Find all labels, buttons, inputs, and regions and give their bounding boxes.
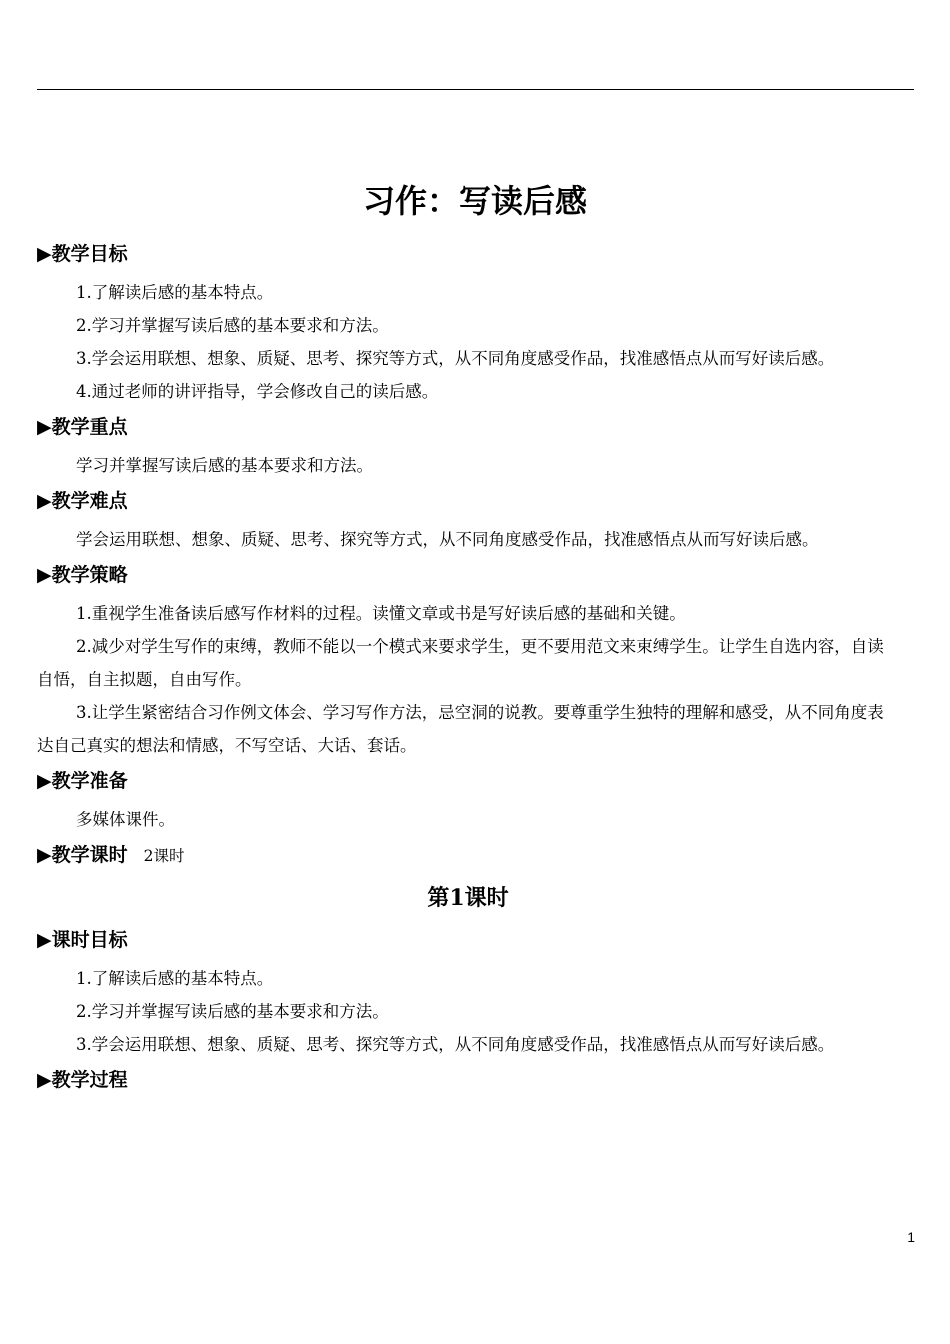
document-body: [37, 239, 899, 1102]
section-heading-strategies: ▶教学策略: [37, 564, 128, 586]
difficulties-block: [37, 523, 899, 556]
difficulties-text: 学会运用联想、想象、质疑、思考、探究等方式，从不同角度感受作品，找准感悟点从而写好读后感。: [76, 530, 819, 549]
preparation-block: [37, 803, 899, 836]
list-item: 3.学会运用联想、想象、质疑、思考、探究等方式，从不同角度感受作品，找准感悟点从而写好读后感。: [76, 1035, 835, 1054]
page-number: 1: [907, 1229, 915, 1245]
section-heading-preparation: ▶教学准备: [37, 770, 128, 792]
list-item: 4.通过老师的讲评指导，学会修改自己的读后感。: [76, 382, 439, 401]
preparation-text: 多媒体课件。: [76, 810, 175, 829]
section-heading-process: ▶教学过程: [37, 1069, 128, 1091]
section-heading-key-points: ▶教学重点: [37, 416, 128, 438]
page-title: 习作：写读后感: [362, 182, 587, 220]
list-item: 1.了解读后感的基本特点。: [76, 283, 274, 302]
list-item: 3.让学生紧密结合习作例文体会、学习写作方法，忌空洞的说教。要尊重学生独特的理解和感受，从不同角度表达自己真实的想法和情感，不写空话、大话、套话。: [37, 703, 884, 755]
key-points-text: 学习并掌握写读后感的基本要求和方法。: [76, 456, 373, 475]
section-heading-periods: [37, 840, 899, 871]
section-heading-difficulties: ▶教学难点: [37, 490, 128, 512]
goals-list: [37, 276, 899, 408]
lesson-title: 第1课时: [427, 885, 509, 911]
list-item: 2.学习并掌握写读后感的基本要求和方法。: [76, 1002, 389, 1021]
list-item: 3.学会运用联想、想象、质疑、思考、探究等方式，从不同角度感受作品，找准感悟点从而写好读后感。: [76, 349, 835, 368]
list-item: 1.了解读后感的基本特点。: [76, 969, 274, 988]
periods-heading-label: ▶教学课时: [37, 844, 128, 866]
list-item: 2.学习并掌握写读后感的基本要求和方法。: [76, 316, 389, 335]
key-points-block: [37, 449, 899, 482]
lesson-goals-list: [37, 962, 899, 1061]
list-item: 2.减少对学生写作的束缚，教师不能以一个模式来要求学生，更不要用范文来束缚学生。让学生自选内容，自读自悟，自主拟题，自由写作。: [37, 637, 884, 689]
section-heading-lesson-goals: ▶课时目标: [37, 929, 128, 951]
periods-value: 2课时: [143, 847, 185, 865]
header-rule: [37, 89, 914, 90]
list-item: 1.重视学生准备读后感写作材料的过程。读懂文章或书是写好读后感的基础和关键。: [76, 604, 686, 623]
strategies-list: [37, 597, 899, 762]
section-heading-goals: ▶教学目标: [37, 243, 128, 265]
